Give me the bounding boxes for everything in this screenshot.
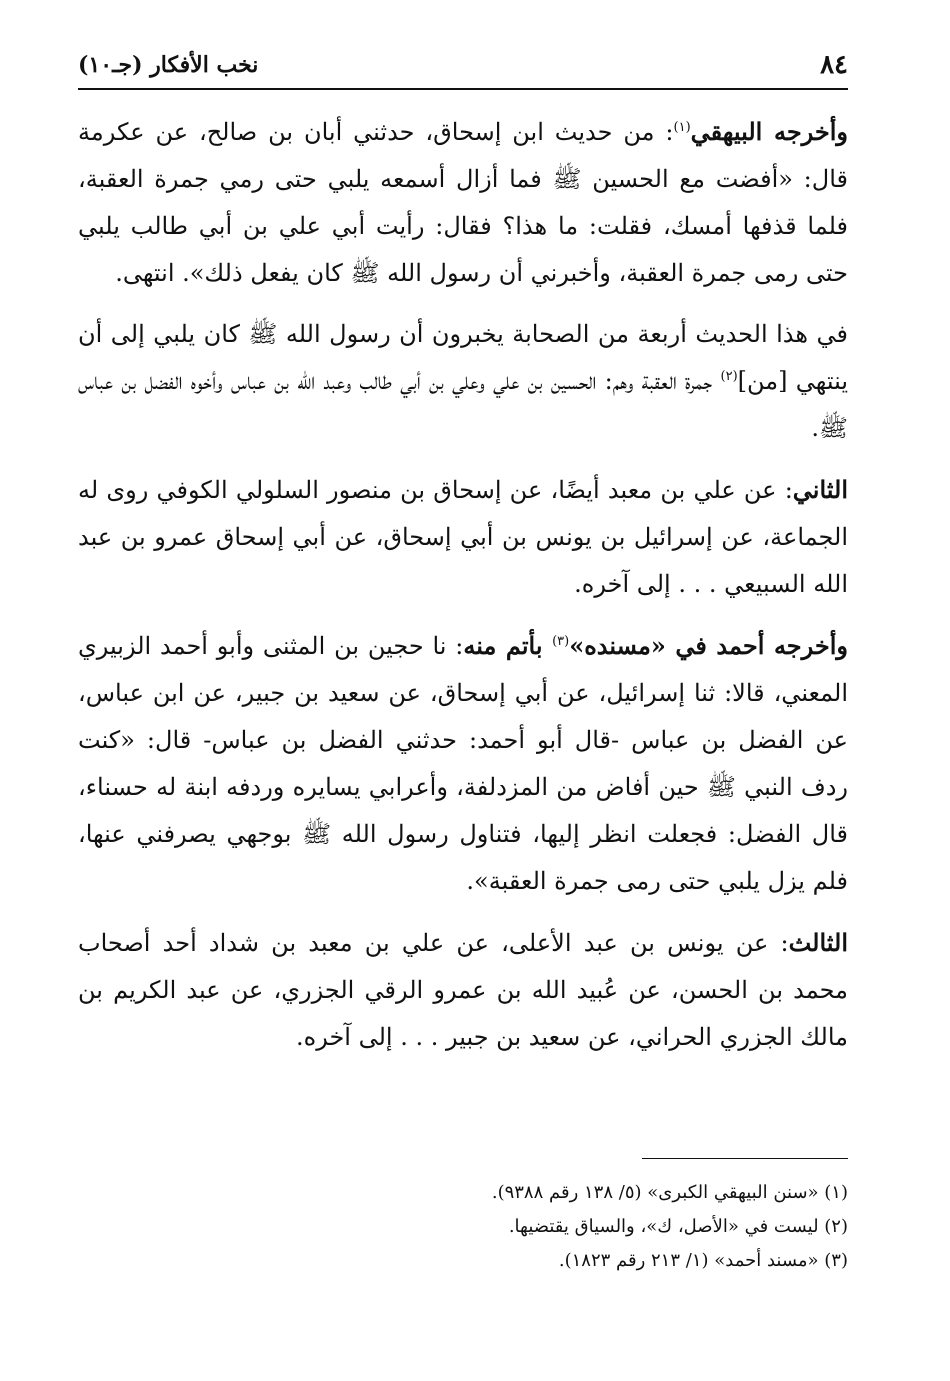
- paragraph-lead: بأتم منه: [463, 631, 553, 660]
- footnotes: [78, 1176, 848, 1278]
- paragraph-lead: وأخرجه البيهقي: [690, 117, 848, 146]
- footnote-3: (٣) «مسند أحمد» (١/ ٢١٣ رقم ١٨٢٣).: [558, 1250, 848, 1271]
- footnote-divider: [642, 1158, 848, 1159]
- paragraph-lead: الثاني: [792, 475, 848, 504]
- paragraph-text: : من حديث ابن إسحاق، حدثني أبان بن صالح، عن عكرمة قال: «أفضت مع الحسين ﷺ فما أزال أسمعه يلبي حتى رمي جمرة العقبة، فلما قذفها أمسك، فقلت: ما هذا؟ فقال: رأيت أبي علي بن أبي طالب يلبي حتى رمى جمرة العقبة، وأخبرني أن رسول الله ﷺ كان يفعل ذلك». انتهى.: [78, 118, 848, 287]
- paragraph-bayhaqi: [78, 108, 848, 297]
- paragraph-summary: [78, 311, 848, 452]
- footnote-2: (٢) ليست في «الأصل، ك»، والسياق يقتضيها.: [508, 1216, 848, 1237]
- paragraph-text: في هذا الحديث أربعة من الصحابة يخبرون أن رسول الله ﷺ كان يلبي إلى أن ينتهي [من]: [78, 320, 848, 395]
- page-number: ٨٤: [820, 50, 848, 80]
- main-text: [78, 108, 848, 1075]
- footnote-ref: (٢): [720, 369, 738, 384]
- paragraph-second: [78, 466, 848, 608]
- footnote-1: (١) «سنن البيهقي الكبرى» (٥/ ١٣٨ رقم ٩٣٨٨).: [491, 1182, 848, 1203]
- paragraph-text: : نا حجين بن المثنى وأبو أحمد الزبيري المعني، قالا: ثنا إسرائيل، عن أبي إسحاق، عن سعيد بن جبير، عن ابن عباس، عن الفضل بن عباس -قال أبو أحمد: حدثني الفضل بن عباس- قال: «كنت ردف النبي ﷺ حين أفاض من المزدلفة، وأعرابي يسايره وردفه ابنة له حسناء، قال الفضل: فجعلت انظر إليها، فتناول رسول الله ﷺ بوجهي يصرفني عنها، فلم يزل يلبي حتى رمى جمرة العقبة».: [78, 632, 848, 895]
- paragraph-ahmad: [78, 622, 848, 905]
- paragraph-text: : عن يونس بن عبد الأعلى، عن علي بن معبد بن شداد أحد أصحاب محمد بن الحسن، عن عُبيد الله بن عمرو الرقي الجزري، عن عبد الكريم بن مالك الجزري الحراني، عن سعيد بن جبير . . . إلى آخره.: [78, 929, 849, 1051]
- running-title: نخب الأفكار (جـ١٠): [78, 52, 259, 78]
- paragraph-third: [78, 919, 848, 1061]
- paragraph-lead: وأخرجه أحمد في «مسنده»: [569, 631, 848, 660]
- paragraph-text: جمرة العقبة وهم: الحسين بن علي وعلي بن أبي طالب وعبد الله بن عباس وأخوه الفضل بن عباس ﷺ.: [78, 367, 848, 442]
- paragraph-lead: الثالث: [788, 928, 848, 957]
- paragraph-text: : عن علي بن معبد أيضًا، عن إسحاق بن منصور السلولي الكوفي روى له الجماعة، عن إسرائيل بن يونس بن أبي إسحاق، عن أبي إسحاق عمرو بن عبد الله السبيعي . . . إلى آخره.: [78, 476, 848, 598]
- footnote-ref: (٣): [552, 634, 570, 649]
- page-header: [78, 48, 848, 82]
- header-divider: [78, 88, 848, 90]
- footnote-ref: (١): [673, 120, 691, 135]
